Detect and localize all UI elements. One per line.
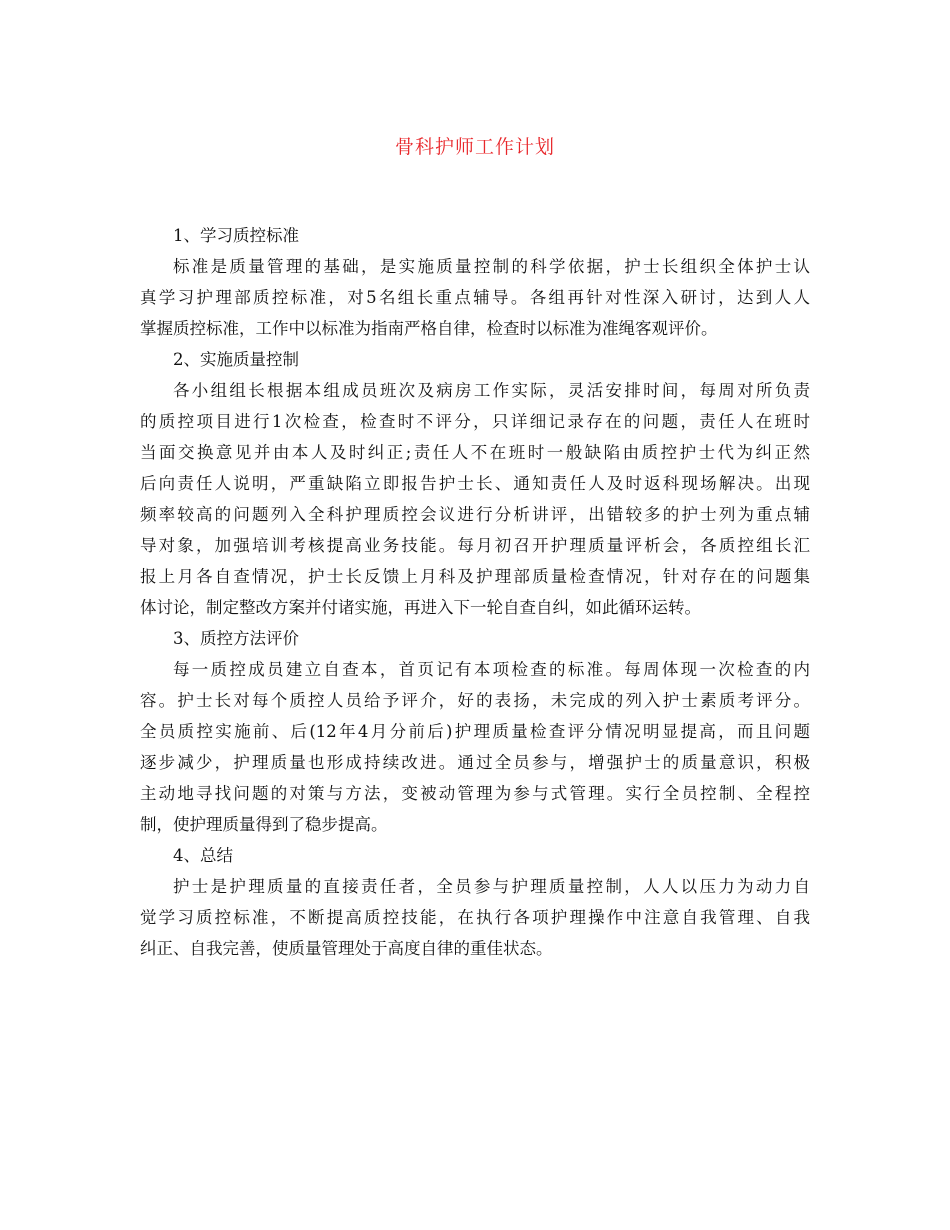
paragraph-line: 觉学习质控标准，不断提高质控技能，在执行各项护理操作中注意自我管理、自我 <box>140 908 810 927</box>
page-title: 骨科护师工作计划 <box>394 136 555 158</box>
paragraph-line: 导对象，加强培训考核提高业务技能。每月初召开护理质量评析会，各质控组长汇 <box>140 536 810 555</box>
paragraph-line: 各小组组长根据本组成员班次及病房工作实际，灵活安排时间，每周对所负责 <box>173 381 810 400</box>
paragraph-line: 频率较高的问题列入全科护理质控会议进行分析讲评，出错较多的护士列为重点辅 <box>140 505 810 524</box>
paragraph-line: 后向责任人说明，严重缺陷立即报告护士长、通知责任人及时返科现场解决。出现 <box>140 474 810 493</box>
section-heading-1: 1、学习质控标准 <box>173 226 299 245</box>
paragraph-line: 逐步减少，护理质量也形成持续改进。通过全员参与，增强护士的质量意识，积极 <box>140 753 810 772</box>
section-heading-4: 4、总结 <box>173 846 233 865</box>
paragraph-line: 真学习护理部质控标准，对5名组长重点辅导。各组再针对性深入研讨，达到人人 <box>140 288 810 307</box>
paragraph-line: 的质控项目进行1次检查，检查时不评分，只详细记录存在的问题，责任人在班时 <box>140 412 810 431</box>
paragraph-line: 体讨论，制定整改方案并付诸实施，再进入下一轮自查自纠，如此循环运转。 <box>140 598 701 617</box>
paragraph-line: 主动地寻找问题的对策与方法，变被动管理为参与式管理。实行全员控制、全程控 <box>140 784 810 803</box>
section-heading-2: 2、实施质量控制 <box>173 350 299 369</box>
paragraph-line: 当面交换意见并由本人及时纠正;责任人不在班时一般缺陷由质控护士代为纠正然 <box>140 443 810 462</box>
paragraph-line: 报上月各自查情况，护士长反馈上月科及护理部质量检查情况，针对存在的问题集 <box>140 567 810 586</box>
section-heading-3: 3、质控方法评价 <box>173 629 299 648</box>
paragraph-line: 掌握质控标准，工作中以标准为指南严格自律，检查时以标准为准绳客观评价。 <box>140 319 718 338</box>
paragraph-line: 护士是护理质量的直接责任者，全员参与护理质量控制，人人以压力为动力自 <box>173 877 810 896</box>
paragraph-line: 容。护士长对每个质控人员给予评介，好的表扬，未完成的列入护士素质考评分。 <box>140 691 810 710</box>
paragraph-line: 标准是质量管理的基础，是实施质量控制的科学依据，护士长组织全体护士认 <box>173 257 810 276</box>
paragraph-line: 纠正、自我完善，使质量管理处于高度自律的重佳状态。 <box>140 939 553 958</box>
paragraph-line: 每一质控成员建立自查本，首页记有本项检查的标准。每周体现一次检查的内 <box>173 660 810 679</box>
paragraph-line: 制，使护理质量得到了稳步提高。 <box>140 815 388 834</box>
document-body <box>140 220 810 964</box>
paragraph-line: 全员质控实施前、后(12年4月分前后)护理质量检查评分情况明显提高，而且问题 <box>140 722 810 741</box>
